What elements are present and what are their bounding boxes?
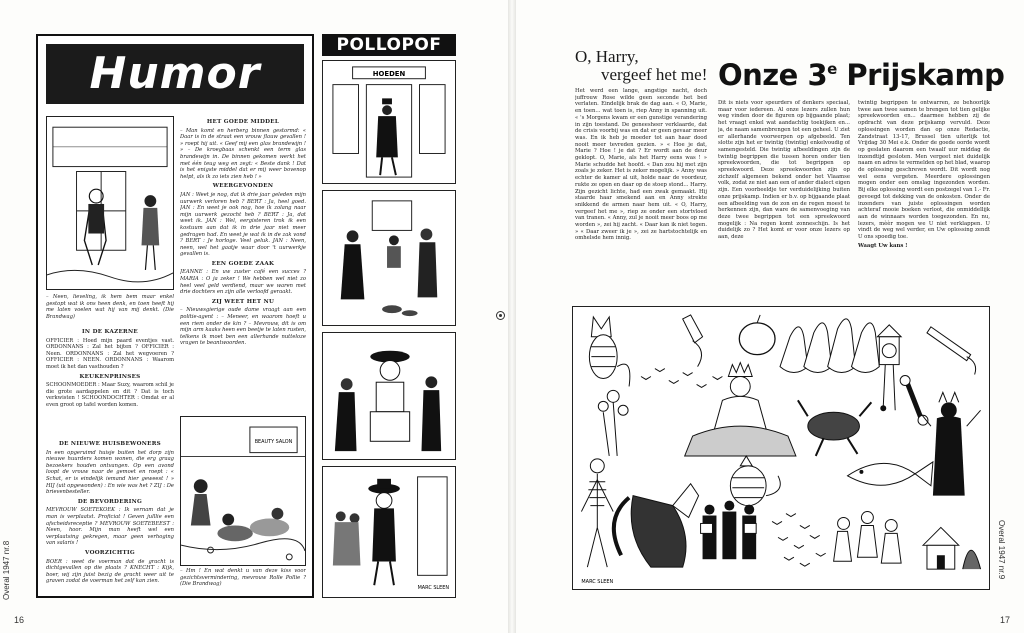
pollopof-signature: MARC SLEEN [417, 585, 450, 592]
hand-figure [683, 315, 703, 367]
flock-figure [772, 514, 826, 567]
cartoon-beauty-salon-drawing [181, 417, 305, 565]
heading-voorzichtig: VOORZICHTIG [85, 549, 135, 556]
cartoon-couple-street [46, 116, 174, 290]
pollopof-panel-1-drawing [323, 61, 455, 183]
text-goede-middel: – Man komt en herberg binnen gestormd: « Daar is in de straat een vrouw flauw gevallen ! » roept hij uit. « Geef mij een glas brandewijn ! » – De kroegbaas schenkt een term glas brandewijn in. De binnen gekomen werkt het met één teug weg en zegt: « Beste dank ! Dat is het enigste middel dat er mij weer bovenop helpt, als ik zo iets zien heb ! » [180, 127, 306, 180]
contest-col2-text: twintig begrippen te ontwarren, ze behoorlijk twee aan twee samen te brengen tot tien gelijke spreekwoorden en... daarmee hebben zij de opdracht van deze prijskamp vervuld. Deze oplossingen worden dan op onze Redactie, Zandstraat 13-17, Brussel tien uiterlijk tot Vrijdag 30 Mei e.k. Onder de goede oorde wordt op geslaten daarom een twaalf uur middag de inzendtijd gesloten. Men vergeet niet duidelijk naam en adres te vermelden op het blad, waarop de oplossing geschreven wordt. Dit wordt nog wel eens vergeten. Meerdere oplossingen mogen onder een omslag ingezonden worden. Bij elke oplossing wordt een postzegel van 1.- Fr. gevoegd tot dekking van de onkosten. Onder de inzenders van juiste oplossingen worden achteraf mooie boeken verloot, die onmiddellijk aan de winnaars worden toegezonden. En nu, lezers, mèèr mogen we U niet verklappen. U vindt de weg wel verder, en Uw oplossing zendt U ons spoedig toe. [858, 100, 990, 241]
left-page-number: 16 [14, 615, 25, 625]
heading-goede-zaak: EEN GOEDE ZAAK [211, 260, 275, 267]
heading-bevordering: DE BEVORDERING [77, 498, 143, 505]
text-weergevonden: JAN : Weet je nog, dat ik drie jaar geleden mijn uurwerk verloren heb ? BERT : Ja, heel goed. JAN : En weet je ook nog, hoe ik zolang naar mijn uurwerk gezocht heb ? BERT : Ja, dat weet ik. JAN : Wel, eergisteren trok ik een kostuum aan dat ik in drie jaar niet meer gedragen had. En weet je wat ik in de zak vond ? BERT : Je horloge. Veel geluk. JAN : Neen, neen, wel het gaatje waar door 't uurwerkje gevallen is. [180, 191, 306, 258]
heading-weet-het-nu: ZIJ WEET HET NU [211, 298, 275, 305]
cat-figure [589, 317, 630, 387]
story-body [575, 88, 707, 300]
heading-keukenprinses: KEUKENPRINSES [79, 373, 141, 380]
caption-last-text: – Hm ! En wat denkt u van deze kiss voor gezichtsvermindering, mevrouw Rolle Pollie ? [180, 568, 306, 581]
caption-last-credit: (Die Brandwag) [180, 581, 222, 588]
contest-title-pre: Onze 3 [718, 58, 828, 92]
cartoon-beauty-salon [180, 416, 306, 566]
registration-mark-left [496, 311, 505, 320]
left-column-text-lower [46, 438, 174, 592]
story-body-text: Het werd een lange, angstige nacht, doch juffrouw Rose wilde geen seconde het bed verlaten. Eindelijk brak de dag aan. « O, Marie, en toen... wat toen is, riep Anny in spanning uit. « 's Morgens kwam er een gunstige verandering in zijn toestand. De geneesheer verklaarde, dat de crisis voorbij was en dat er geen gevaar meer was. En ik heb je moeder tot aan haar dood nooit meer tevreden gezien. » « Hoe je dat, Marie ? Hoe ! je dat ? Er wordt aan de deur geklopt. O, Marie, als het Harry eens was ! » Marie schudde het hoofd. « Dan zou hij met zijn zoals je zeker. Het is zeker mogelijk. » Anny was echter de kamer al uit, holde naar de voordeur, rukte ze open en daar op de stoep stond... Harry. Zijn gezicht lichte, had een zwak gemaakt. Hij staarde haar smekend aan en Anny strekte snikkend de armen naar hem uit. « O, Harry, vergeef het me », riep ze onder een stortvloed van tranen. « Anny, zul je nooit meer boos op me worden », zei hij zacht. « Daar kan ik niet tegen. » « Daar zweer ik je », zei ze hartstochtelijk en omhelsde hem innig. [575, 88, 707, 242]
gutter [508, 0, 516, 633]
heading-kazerne: IN DE KAZERNE [82, 329, 138, 335]
contest-title-post: Prijskamp [836, 58, 1005, 92]
skeleton-figure [581, 459, 613, 567]
left-page [0, 0, 508, 633]
dancing-mice-figure [834, 512, 902, 564]
text-voorzichtig: BOER : weet de voerman dat de gracht is dichtgevallen op die plaats ? KNECHT : Kijk, boer, wij zijn juist bezig de gracht weer uit te graven zodat de voerman het zelf kan zien. [46, 558, 174, 585]
pollopof-panel-4 [322, 466, 456, 598]
right-page-number: 17 [1000, 615, 1011, 625]
text-weet-het-nu: – Nieuwsgierige oude dame vraagt aan een politie-agent : – Meneer, en waarom hoeft u een riem onder de kin ? – Mevrouw, dit is om mijn arm kaaks heen een beetje te laten rusten, telkens ik moet ben een allerhande nutteloze vragen te beantwoorden. [180, 307, 306, 347]
text-bevordering: MEVROUW SOETEKOEK : Ik vernam dat je man is verplaatst. Proficiat ! Geven julllie een afscheidsreceptie ? MEVROUW SOETEBEEST : Neen, hoor. Mijn man heeft wel een verplaatsing gekregen, maar geen verhoging van salaris ! [46, 507, 174, 547]
contest-col1-text: Dit is niets voor speurders of denkers speciaal, maar voor iedereen. Al onze lezers zullen hun weg vinden door de figuren op bijgaande plaat; het vraagt enkel wat aandachtig toekijken en... ja, de naam samenbrengen tot een geheel. U ziet er allerhande voorwerpen op afgebeeld. Ten slotte zijn het er twintig (twintig) enkelvoudig of samengesteld. Die twintig afbeeldingen zijn de twintig begrippen die tussen horen onder tien spreekwoorden, die tot begrippen op spreekwoord. Deze spreekwoorden zijn op zichzelf algemeen bekend onder het Vlaamse volk, zodat ze niet aan een of ander dialect eigen zijn. Een voorbeeldje ter verduidelijking buiten onze prijskamp. Indien er b.v. op bijgaande plaat een afbeelding van de zon en de regen moest te herkennen zijn, dan ware de samenvoeging van deze twee begrippen tot een spreekwoord mogelijk : Na regen komt zonneschijn. Is het duidelijk zo ? Het komt er voor onze lezers op aan, deze [718, 100, 850, 241]
puzzle-signature: MARC SLEEN [581, 579, 614, 586]
right-side-label: Overal 1947 nr.9 [997, 520, 1006, 580]
story-title-line1: O, Harry, [575, 47, 639, 66]
story-title-line2: vergeef het me! [601, 65, 708, 84]
heading-weergevonden: WEERGEVONDEN [212, 183, 274, 190]
fish-figure [848, 462, 933, 486]
three-men-figure [701, 501, 757, 560]
story-title [575, 48, 707, 84]
fox-figure [614, 484, 699, 567]
pollopof-panel-3-drawing [323, 333, 455, 459]
hoeden-sign-text: HOEDEN [372, 69, 406, 78]
caption-last [180, 568, 306, 592]
apple-figure [739, 315, 775, 355]
contest-column-1 [718, 100, 850, 300]
king-on-bell-figure [685, 363, 796, 456]
pollopof-panel-1 [322, 60, 456, 184]
pollopof-panel-3 [322, 332, 456, 460]
puzzle-drawing [573, 307, 989, 589]
flowers-figure [598, 390, 628, 456]
geese-figure [780, 319, 879, 373]
house-figure [923, 527, 981, 569]
caption-first-credit: (Die Brandwag) [46, 307, 174, 320]
heading-huisbewoners: DE NIEUWE HUISBEWONERS [58, 441, 162, 447]
humor-banner [46, 44, 304, 104]
humor-title: Humor [89, 48, 261, 99]
fighting-cats-figure [798, 400, 871, 456]
puzzle-illustration [572, 306, 990, 590]
pollopof-title: POLLOPOF [322, 34, 456, 56]
contest-closing: Waagt Uw kans ! [858, 242, 908, 249]
cartoon-couple-street-drawing [47, 117, 173, 289]
humor-frame [36, 34, 314, 598]
striped-cat-figure [730, 456, 780, 506]
beauty-sign-text: BEAUTY SALON [254, 438, 293, 445]
left-side-label: Overal 1947 nr.8 [2, 540, 11, 600]
caption-first-text: – Neen, lieveling, ik hem bem maar enkel gestopt wat ik ons heen denk, en toen heeft hij me laten voelen wat hij van mij denkt. [46, 294, 174, 314]
pollopof-panel-2 [322, 190, 456, 326]
text-huisbewoners: In een opgeruimd huisje buiten het dorp zijn nieuwe huurders komen wonen, die erg graag bezoekers houden ontvangen. Op een avond loopt de vrouw naar de gemoet en roept : « Schat, er is eindelijk iemand hier geweest ! » HIJ (uit opgewonden) : En wie was het ? ZIJ : De brievenbesteller. [46, 449, 174, 496]
trumpet-figure [927, 327, 976, 375]
cuckoo-clock-figure [877, 325, 901, 411]
text-keukenprinses: SCHOONMOEDER : Maar Suzy, waarom schil je die grote aardappelen en dit ? Dat is toch verkwisten ! SCHOONDOCHTER : Omdat er al even groot op tafel worden komen. [46, 382, 174, 408]
contest-column-2 [858, 100, 990, 300]
heading-goede-middel: HET GOEDE MIDDEL [206, 119, 280, 125]
text-goede-zaak: JEANNE : En uw zuster café een succes ? MARIA : O ja zeker ! We hebben wel niet zo heel veel geld verdiend, maar we waren met drie dochters en zijn alle verloofd geraakt. [180, 269, 306, 296]
pollopof-panel-4-drawing [323, 467, 455, 597]
caption-first [46, 294, 174, 322]
text-kazerne: OFFICIER : Hoed mijn paard eventjes vast. ORDONNANS : Zal het bijten ? OFFICIER : Neen. ORDONNANS : Zal het wegvoeren ? OFFICIER : NEEN. ORDONNANS : Waarom moet ik het dan vasthouden ? [46, 337, 174, 370]
pollopof-panel-2-drawing [323, 191, 455, 325]
contest-title-sup: e [827, 60, 837, 78]
small-birds [641, 369, 722, 388]
right-column-text [180, 116, 306, 414]
left-column-text [46, 326, 174, 438]
contest-title [718, 58, 1004, 92]
